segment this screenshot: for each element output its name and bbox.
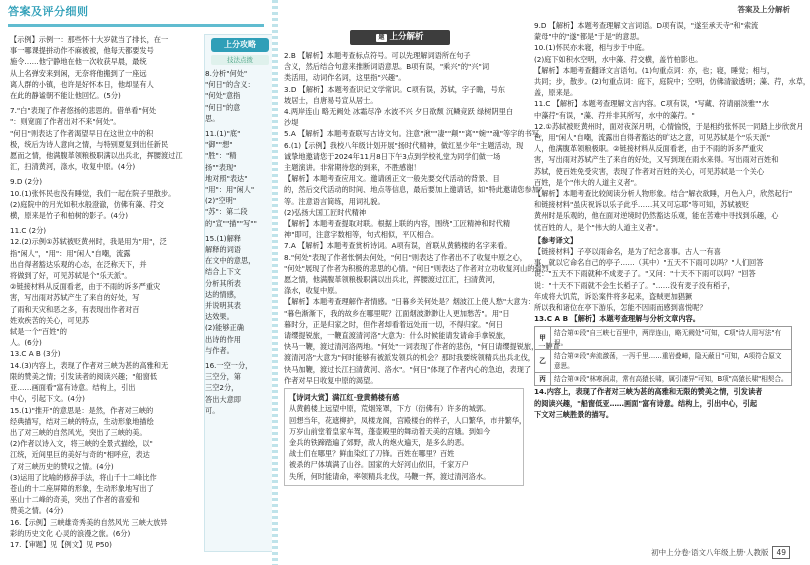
text-line: 人。(6分) <box>10 338 42 348</box>
text-line: 11.C (2分) <box>10 226 47 236</box>
text-line: 作者对早日收复中原的渴望。 <box>284 375 378 385</box>
text-line: "何处"意指 <box>205 91 241 101</box>
text-line: 和链接材料"虽庆祝诉以乐子此乎……其又可忘耶"等可知，苏轼被贬 <box>534 200 750 210</box>
text-line: 的"宣""描""写"" <box>205 218 257 228</box>
text-line: 色，用"闲人"自嘲，流露出自得者豁达的旷达之意，可见苏轼是个"乐天派" <box>534 133 771 143</box>
question-13: 13.C A B 【解析】本题考查理解与分析文章内容。 <box>534 314 700 324</box>
text-line: 黄州时是乐观的，他在面对逆境时仍然豁达乐观，能在苦难中寻找到乐趣，心 <box>534 211 779 221</box>
text-line: 主题演讲。非常期待您的到来，不胜感谢！ <box>284 163 421 173</box>
text-line: 神"即可，注意字数相等，句式相似，平仄相合。 <box>284 230 439 240</box>
poem-translation <box>289 403 527 481</box>
text-line: 8.分析"何处" <box>205 69 248 78</box>
text-line: 17.【审题】见【例文】见 P50) <box>10 539 112 549</box>
text-line: 蒙母"中的"遂"都是"于是"的意思。 <box>534 32 644 42</box>
text-line: 7.A 【解析】本题考查赏析诗词。A项有误，首联从黄鹤楼的名字来看。 <box>284 241 512 251</box>
text-line: 赞美之情。(4分) <box>10 506 64 516</box>
text-line: 害，写出雨对苏轼产生了来自的好处，写 <box>10 293 140 303</box>
text-line: 限的赞美之情；引发读者的阅读兴趣；"船窗低 <box>10 371 158 381</box>
text-line: 请缨提锐旅，一鞭直渡清河洛"大意为：什么时候能请发请命手拿锐旅， <box>284 331 511 341</box>
text-line: 共同；步，散步。(2)句重点词：庭下，庭院中；空明，仿佛清澈透明；藻、荇，水草， <box>534 77 810 87</box>
text-line: 指"闲人"，"用"：用"闲人"自嘲，流露 <box>10 248 131 258</box>
text-line: 含义，然后结合句意来推断词语意思。B项有误，"乘兴"的"兴"词 <box>284 62 490 72</box>
text-line: 【示例】示例一：那些怀十大岁就当了排长，在一 <box>10 35 169 44</box>
text-line: 三空分，第 <box>205 372 241 382</box>
text-line: 忧百姓的人，是个"伟大的人道主义者"。 <box>534 222 663 232</box>
text-line: "何处"展现了作者为积极的悲思的心情。"何日"则表达了作者对立功收复河山的强烈 <box>284 263 549 273</box>
text-line: (2)庭下如积水空明，水中藻、荇交横，盖竹柏影也。 <box>534 54 703 64</box>
text-line: 中藻荇"有误，"藻、荇并非其所写，水中的藻荇。" <box>534 110 695 120</box>
text-line: 14.(3)内容上，表现了作者对三峡为甚的高雅和无 <box>10 360 169 370</box>
text-line: 从上名弹安来到闲，无奈将他搬到了一座远 <box>10 68 147 78</box>
text-line: 巫山十二峰的奇美，突出了作者的喜爱和 <box>10 495 140 505</box>
text-line: 离人群的小镇，也许是好怀本日，他却显有人 <box>10 79 154 89</box>
text-line: 【解析】本题考查翻译文言语句。(1)句重点词：亦，也；寝，睡觉；相与， <box>534 65 775 75</box>
book-title: 初中上分卷·语文八年级上册·人教版 <box>651 547 769 557</box>
text-line: 横，原来是竹子和柏树的影子。(4分) <box>10 211 128 221</box>
text-line: 【解析】本题考查理解作者情感。"日暮乡关何处是？烟波江上使人愁"大意为： <box>284 297 535 307</box>
reference-translation <box>534 246 792 313</box>
text-line: 解释的词语 <box>205 245 241 255</box>
text-line: 12.①苏轼被贬黄州时，面对夜深月明，心情愉悦，于是相约张怀民一同踏上步欣赏月 <box>534 121 804 131</box>
banner-icon: 题 <box>378 34 385 41</box>
text-line: 【解析】本题考查提取对联。根据上联的内容，围绕"工匠精神和时代精 <box>284 219 511 229</box>
text-line: 愿而之情，他满腹革领粮极职满以出兵北，挥腰渡过江 <box>10 151 183 161</box>
text-line: 害，写出雨对苏轼产生了来自的好处，又写到现在雨水来得。写出雨对百姓和 <box>534 155 779 165</box>
text-line: 沙堤 <box>284 118 299 128</box>
text-line: 达的情感， <box>205 289 241 299</box>
text-line: 的，然后交代活动的时间、地点等信息，最后要加上邀请话，如"特此邀请您参加" <box>284 185 543 195</box>
text-line: 了对三峡历史的赞叹之情。(4分) <box>10 461 114 471</box>
text-line: "胜"："精 <box>205 151 237 161</box>
text-line: 14.内容上，表现了作者对三峡为甚的高雅和无限的赞美之情，引发读者 <box>534 387 763 397</box>
text-line: 出诗的作用 <box>205 334 241 344</box>
text-line: 彩的历史文化 心灵的浪漫之旅。(6分) <box>10 528 131 538</box>
sidebar-heading: 上分攻略 <box>211 38 269 52</box>
text-line: (2)"空明" <box>205 196 237 206</box>
text-line: 姓欢疾苦的关心，可见苏 <box>10 315 90 325</box>
text-line: "暮色渐渐下，我的故乡在哪里呢？江面烟波渺渺让人更加愁苦"。用"日 <box>284 308 510 318</box>
text-line: ②链接材料从反面看老，由于不雨的诉多严重灾 <box>10 282 161 292</box>
text-line: 达效果。 <box>205 312 234 322</box>
text-line: 被杀的尸体填满了山谷。国家的大好河山依旧，千家万户 <box>289 460 469 470</box>
text-line: 极，统后为诗人意向之情，与特别夏复到出任新民 <box>10 139 169 149</box>
sidebar-text <box>205 68 275 416</box>
header-rule <box>8 24 264 27</box>
answer-column <box>0 0 272 565</box>
text-line: 【解析】本题考查比较阅读分析人物形象。结合"解衣欲睡，月色入户，欣然起行" <box>534 189 793 199</box>
text-line: 苏轼，使百姓免受灾害，表现了作者对百姓的关心，可见苏轼是一个关心 <box>534 166 765 176</box>
text-line: 从黄鹤楼上远望中原，荒烟笼罩，下方（衍佛有）许多的城郭。 <box>289 404 491 414</box>
text-line: 结合上下文 <box>205 267 241 277</box>
row-value: 结合第③段"林寒涧肃，常有高猿长啸，属引凄异"可知，B项"高猿长啸"相契合。 <box>551 373 792 386</box>
row-value: 结合第②段"奔流激荡，一泻千里……重岩叠嶂，隐天蔽日"可知，A项符合原文意思。 <box>551 350 792 373</box>
text-line: 的阅读兴趣，"船窗低亚……画面"富有诗意。结构上，引出中心，引起 <box>534 398 758 408</box>
text-line: 事，就以它命名自己的亭子……（其中）"五天不下雨可以吗？"人们回答 <box>534 258 764 268</box>
text-line: 暮时分，正是归家之时，但作者却看着远处而一切，不得归家。"何日 <box>284 319 503 329</box>
text-line: 所以我和诸位在亭下游乐，怎能不因雨而感到喜悦呢？ <box>534 303 707 313</box>
text-line: 10.(1)张怀民也没有睡觉，我们一起在院子里散步。 <box>10 188 176 198</box>
text-line: 答出大意即 <box>205 394 241 404</box>
text-line: 了雨和天灾和恶之多，有表现出作者对百 <box>10 304 140 314</box>
text-line: 4.两岸连山 略无阙处 冰霜尽净 水波不兴 夕日欲颓 沉鳞竞跃 绿树阴里白 <box>284 107 514 117</box>
poem-appreciation-box <box>284 388 527 486</box>
text-line: 16.一空一分， <box>205 361 253 371</box>
text-line: 施令……他宁静地在他一次收获早晨，最统 <box>10 57 147 67</box>
page-footer <box>651 546 790 559</box>
text-line: (2)庭院中的月光如积水般澄澈，仿佛有藻、荇交 <box>10 199 164 209</box>
text-line: 江统，近间里巨的美好与奇的"相呼应，表达 <box>10 450 150 460</box>
text-line: 16.【示例】三峡雄奇秀美的自然风光 三峡大放异 <box>10 517 168 527</box>
text-line: (2)弘扬大国工匠时代精神 <box>284 207 367 217</box>
text-line: 亚……画面看"富有诗意。结构上，引出 <box>10 383 136 393</box>
text-line: 三空2分， <box>205 383 239 393</box>
text-line: 金兵的铁蹄踏遍了郊野，敌人的炮火遍天，是多么的恶。 <box>289 437 469 447</box>
text-line: 人，他满腹革领粮极职。②链接材料从反面看老，由于不雨的诉多严重灾 <box>534 144 764 154</box>
text-line: 事一哪课提拼动作不麻被被，他每天都要发号 <box>10 46 154 56</box>
text-line: 10.(1)怀民亦未寝，相与步于中庭。 <box>534 43 650 53</box>
row-key: 丙 <box>535 373 551 386</box>
text-line: 并说明其表 <box>205 301 241 311</box>
table-row <box>535 350 792 373</box>
text-line: 分析其所表 <box>205 278 241 288</box>
text-line: 失所，何时能请命，率领精兵北伐，马鞭一挥，渡过清河洛水。 <box>289 471 491 481</box>
text-line: 15.(1)"推开"的意思是：是然，作者对三峡的 <box>10 405 154 415</box>
text-line: 在文中的意思， <box>205 256 256 266</box>
text-line: 快马一鞭，渡过清河洛两地。"何处"一词表现了作者的悲伤，"何日请缨提锐旅，一鞭直 <box>284 342 560 352</box>
text-line: 愿之情，他满腹革领粮极职满以出兵北，挥腰渡过江汇，扫清黄河， <box>284 275 500 285</box>
analysis-text-right <box>534 20 810 233</box>
text-line: 经典描写，结对三峡的特点，生动形象地描绘 <box>10 416 154 426</box>
text-line: 等。注意语言简练，用词礼貌。 <box>284 196 385 206</box>
text-line: "：则宽面了作者出对不来"何处"。 <box>10 117 121 127</box>
text-line: "何日"的意 <box>205 102 241 112</box>
text-line: 盖，原来是。 <box>534 88 578 98</box>
text-line: 涤水，收复中原。 <box>284 286 342 296</box>
text-line: "御""想" <box>205 140 233 150</box>
text-line: 【解析】本题考查应用文。邀请函正文一般先要交代活动的背景、目 <box>284 174 500 184</box>
banner-label: 上分解析 <box>389 32 424 42</box>
table-row <box>535 327 792 350</box>
text-line: 6.(1)【示例】我校八年级计划开展"扬时代精神，做红星少年"主题活动，现 <box>284 140 524 150</box>
text-line: 【链接材料】子亭以雨命名，是为了纪念喜事。古人一有喜 <box>534 247 721 257</box>
text-line: 13.C A B (3分) <box>10 349 61 359</box>
answer-text <box>10 34 200 550</box>
text-line: 出了对三峡的自然风光，突出了三峡的美。 <box>10 427 147 437</box>
text-line: 下文对三峡胜景的描写。 <box>534 409 614 419</box>
text-line: 12.(2)示例①苏轼被贬黄州时，我是用为"用"，泛 <box>10 237 167 247</box>
text-line: 11.(1)"底" <box>205 129 241 139</box>
text-line: 出自得者豁达乐观的心态，在泛称天下，并 <box>10 259 147 269</box>
analysis-table <box>534 326 792 386</box>
text-line: 年成将大饥荒，诉讼案件将多起来，盗贼更加猖獗 <box>534 291 693 301</box>
page-number: 49 <box>772 546 790 559</box>
analysis-banner <box>350 30 450 45</box>
poem-title: 【诗词大赏】满江红·登黄鹤楼有感 <box>289 393 400 403</box>
row-key: 乙 <box>535 350 551 373</box>
row-key: 甲 <box>535 327 551 350</box>
text-line: (3)运用了比喻的修辞手法，将山千十二峰比作 <box>10 472 157 482</box>
text-line: 与作者。 <box>205 345 234 355</box>
text-line: 15.(1)解释 <box>205 233 241 243</box>
sidebar-tag: 技法点拨 <box>211 55 269 65</box>
text-line: 诚挚地邀请您于2024年11月8日下午3点到学校礼堂为同学们做一场 <box>284 151 501 161</box>
text-line: 可。 <box>205 405 220 415</box>
text-line: 类活用，动词作名词，这里指"兴趣"。 <box>284 73 406 83</box>
analysis-column-right <box>530 0 810 565</box>
reference-translation-title: 【参考译文】 <box>534 235 578 245</box>
column-divider <box>272 0 278 565</box>
text-line: 3.D 【解析】本题考查识记文学常识。C项有误，苏轼，字子瞻，号东 <box>284 84 505 94</box>
text-line: 苍山的十二座屏障的形象，生动形象地写出了 <box>10 483 154 493</box>
text-line: 扬""表现" <box>205 162 237 172</box>
strategy-sidebar <box>204 34 276 552</box>
table-row <box>535 373 792 386</box>
text-line: 在此的静谧朝不能让他回忆。(5分) <box>10 91 121 101</box>
running-header: 答案及上分解析 <box>737 5 790 14</box>
text-line: 回想当年，花遮柳护，凤楼龙阁，宫殿楼台的样子，人口繁华，市井繁华， <box>289 415 527 425</box>
text-line: "何日"则表达了作者渴望早日在这世立中的积 <box>10 128 154 138</box>
text-line: 万岁山前堂着皇家车驾，蓬壶殿里的舞动着天美的宫娥。到如今 <box>289 426 491 436</box>
text-line: 百姓，是个"伟大的人道主义者"。 <box>534 177 642 187</box>
text-line: 快马加鞭，渡过长江扫清黄河、洛水"。"何日"体现了作者内心的急迫，表现了 <box>284 364 532 374</box>
text-line: 说："十天不下雨就不会生长稻子了。"……没有麦子没有稻子， <box>534 280 735 290</box>
question-14 <box>534 386 792 420</box>
text-line: 地对照"表达" <box>205 173 248 183</box>
text-line: (2)作者以诗入文，将三峡的全景式描绘，以" <box>10 439 153 449</box>
text-line: 战士们在哪里？鲜血染红了刀锋。百姓在哪里？百姓 <box>289 449 455 459</box>
text-line: 7."白"表现了作者悠扬的悲思的。借单看"何处 <box>10 106 157 116</box>
text-line: 8."何处"表现了作者怅惘去何处，"何日"则表达了作者出不了收复中原之心， <box>284 252 527 262</box>
text-line: 5.A 【解析】本题考查联写古诗文句。注意"湫""凄""颠""离""婉""魂"等字的书写。 <box>284 129 547 139</box>
text-line: 思。 <box>205 113 220 123</box>
text-line: 将做到了好，可见苏轼是个"乐天派"。 <box>10 271 132 281</box>
text-line: 11.C 【解析】本题考查理解文言内容。C项有误，"写藏、符请丽淡雅""水 <box>534 99 769 109</box>
text-line: 9.D 【解析】本题考查理解文言词语。D项有误，"遂至承天寺"和"索流 <box>534 21 759 30</box>
text-line: 坡居士，自唐易号宣从居士。 <box>284 95 378 105</box>
answer-title: 答案及评分细则 <box>8 5 89 18</box>
text-line: 2.B 【解析】本题考查标点符号。可以先理解词语所在句子 <box>284 51 471 60</box>
text-line: "苏"：第二段 <box>205 207 248 217</box>
text-line: 渡清河洛"大意为"何时能够有被派发领兵的机会？那时我要统领精兵出兵北伐， <box>284 353 535 363</box>
text-line: 中心，引起下文。(4分) <box>10 394 85 404</box>
row-value: 结合第①段"自三峡七百里中，两岸连山，略无阙处"可知，C项"诗人用写法"有误。 <box>551 327 792 350</box>
text-line: "用"：用"闲人" <box>205 185 255 195</box>
text-line: (2)能够正确 <box>205 323 244 333</box>
text-line: 说："五天不下雨就种不成麦子了。"又问："十天不下雨可以吗？"回答 <box>534 269 756 279</box>
text-line: "何日"的含义： <box>205 80 255 90</box>
text-line: 轼是一个"百姓"的 <box>10 327 67 337</box>
answer-header <box>0 0 272 30</box>
text-line: 9.D (2分) <box>10 177 43 187</box>
text-line: 汇，扫清黄河，涤水，收复中原。(4分) <box>10 162 136 172</box>
